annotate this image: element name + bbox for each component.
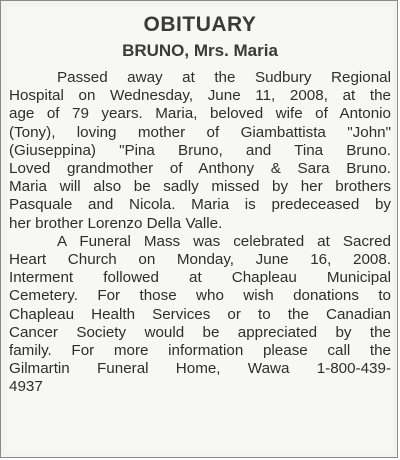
text-line: age of 79 years. Maria, beloved wife of Antonio [9, 105, 391, 123]
text-line: (Giuseppina) "Pina Bruno, and Tina Bruno. [9, 141, 391, 159]
text-line: family. For more information please call the [9, 342, 391, 360]
text-line: Cemetery. For those who wish donations to [9, 287, 391, 305]
paragraph-1 [9, 69, 391, 233]
text-line: Heart Church on Monday, June 16, 2008. [9, 251, 391, 269]
text-line: Pasquale and Nicola. Maria is predeceased by [9, 196, 391, 214]
text-line: Loved grandmother of Anthony & Sara Bruno. [9, 160, 391, 178]
deceased-name: BRUNO, Mrs. Maria [122, 41, 278, 60]
text-line: her brother Lorenzo Della Valle. [9, 214, 223, 232]
text-line: Cancer Society would be appreciated by the [9, 323, 391, 341]
text-line: Gilmartin Funeral Home, Wawa 1-800-439- [9, 360, 391, 378]
text-line: Hospital on Wednesday, June 11, 2008, at the [9, 87, 391, 105]
text-line: Interment followed at Chapleau Municipal [9, 269, 391, 287]
text-line: Passed away at the Sudbury Regional [57, 69, 391, 86]
text-line: 4937 [9, 378, 43, 396]
obituary-body [9, 69, 391, 397]
text-line: Maria will also be sadly missed by her brothers [9, 178, 391, 196]
text-line: Chapleau Health Services or to the Canadian [9, 305, 391, 323]
paragraph-2 [9, 233, 391, 397]
text-line: A Funeral Mass was celebrated at Sacred [57, 232, 391, 250]
obituary-content [7, 7, 393, 453]
text-line: (Tony), loving mother of Giambattista "John" [9, 123, 391, 141]
obituary-heading: OBITUARY [143, 13, 257, 36]
